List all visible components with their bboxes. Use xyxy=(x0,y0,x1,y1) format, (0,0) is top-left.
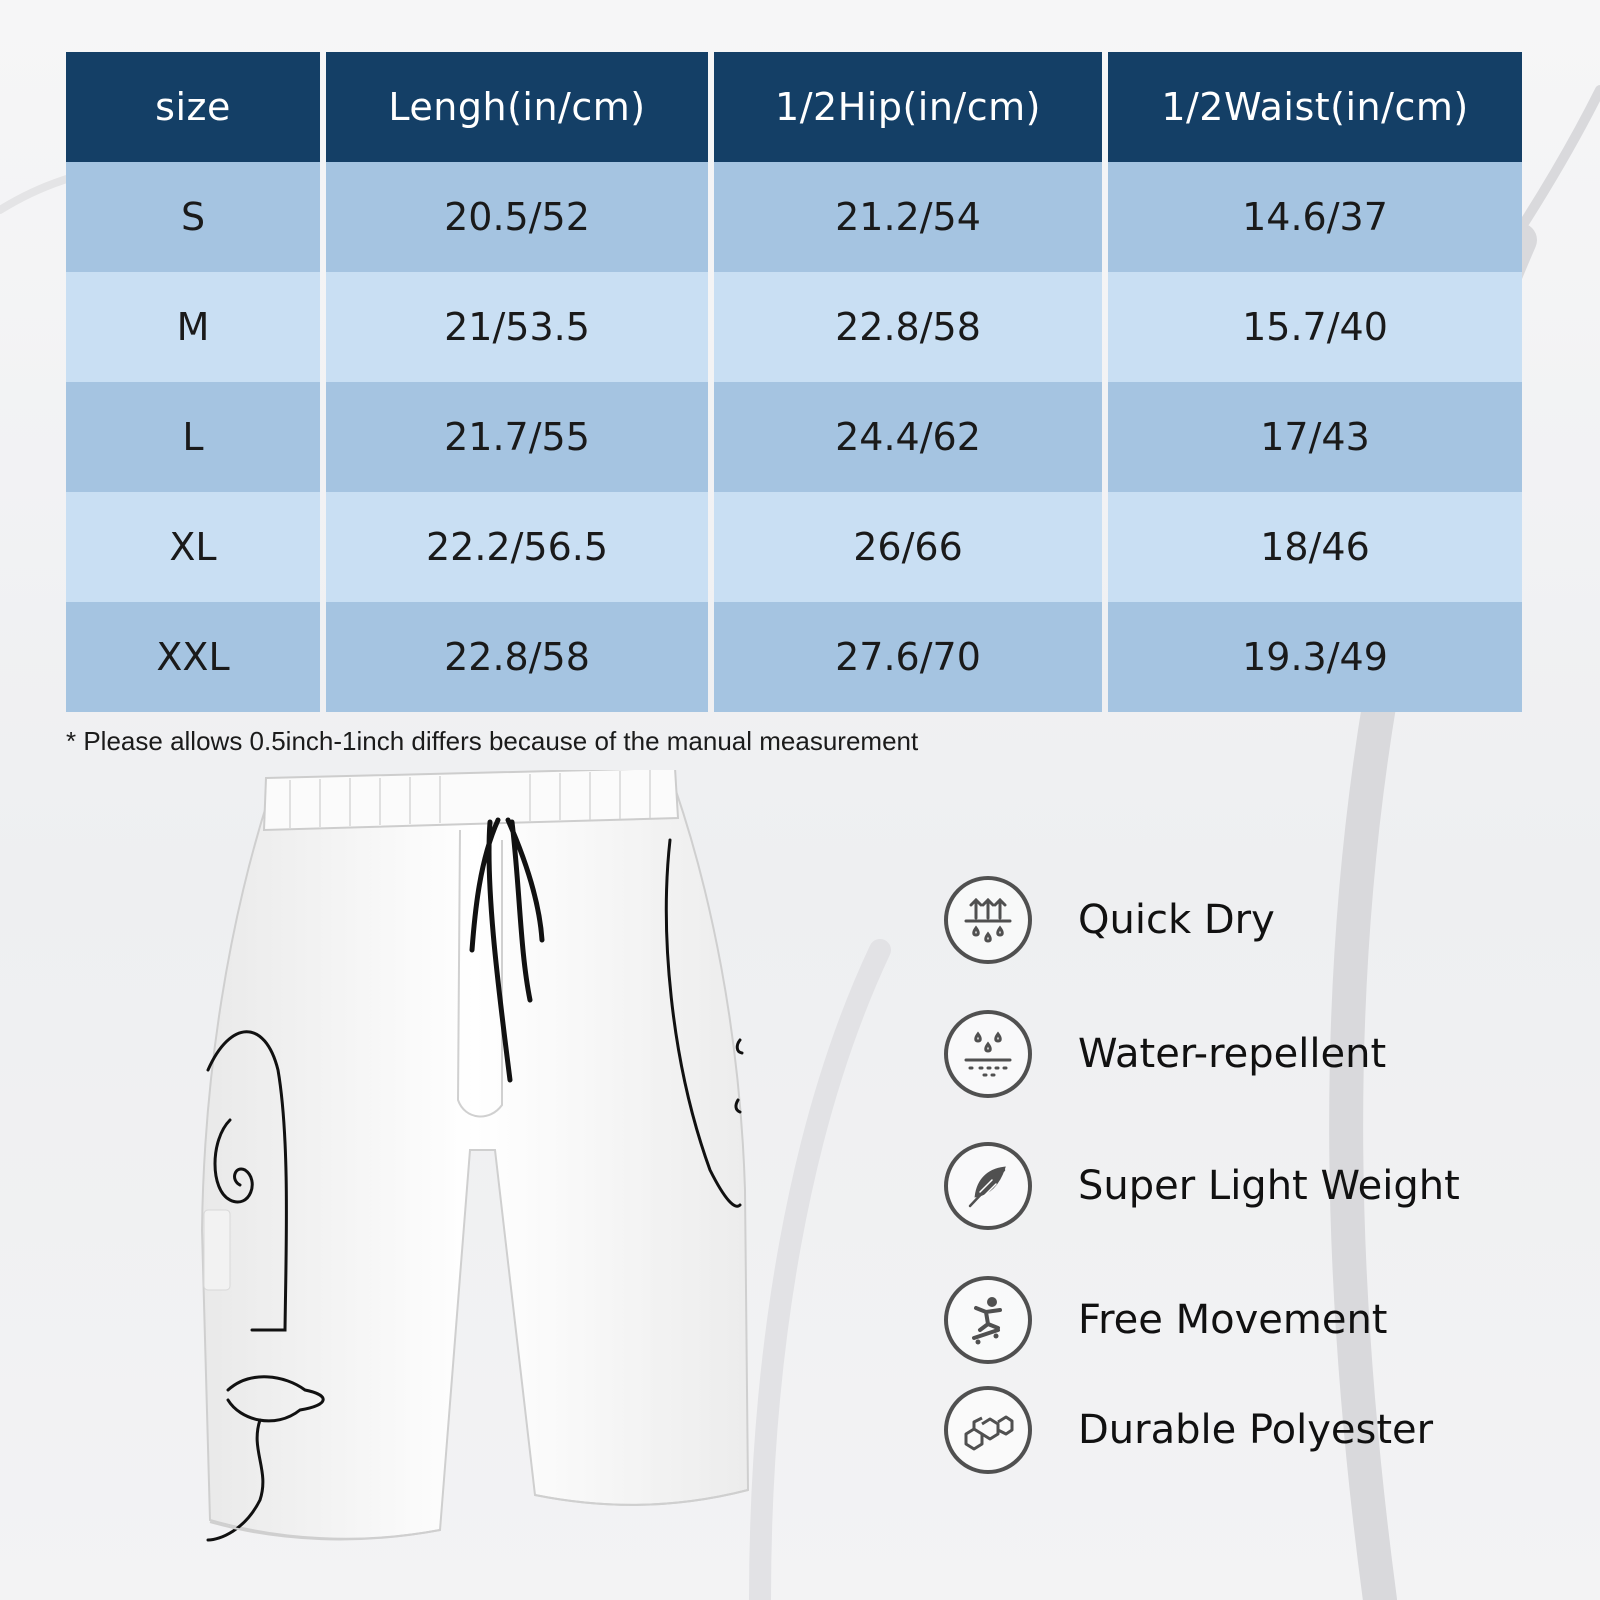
quick-dry-icon xyxy=(944,876,1032,964)
waist-cell: 15.7/40 xyxy=(1108,272,1522,382)
board-shorts-image xyxy=(190,770,780,1570)
waist-cell: 14.6/37 xyxy=(1108,162,1522,272)
size-cell: S xyxy=(66,162,320,272)
table-row xyxy=(66,492,1522,602)
table-header-row xyxy=(66,52,1522,162)
header-half-hip: 1/2Hip(in/cm) xyxy=(714,52,1102,162)
length-cell: 21.7/55 xyxy=(326,382,708,492)
header-half-waist: 1/2Waist(in/cm) xyxy=(1108,52,1522,162)
length-cell: 20.5/52 xyxy=(326,162,708,272)
length-cell: 21/53.5 xyxy=(326,272,708,382)
hip-cell: 27.6/70 xyxy=(714,602,1102,712)
feature-light-weight xyxy=(944,1138,1544,1234)
feather-icon xyxy=(944,1142,1032,1230)
feature-label: Quick Dry xyxy=(1078,897,1275,943)
waist-cell: 18/46 xyxy=(1108,492,1522,602)
feature-quick-dry xyxy=(944,872,1544,968)
feature-label: Water-repellent xyxy=(1078,1031,1387,1077)
measurement-note: * Please allows 0.5inch-1inch differs because of the manual measurement xyxy=(66,726,919,756)
header-size: size xyxy=(66,52,320,162)
waist-cell: 17/43 xyxy=(1108,382,1522,492)
hip-cell: 22.8/58 xyxy=(714,272,1102,382)
table-row xyxy=(66,382,1522,492)
hexagon-molecule-icon xyxy=(944,1386,1032,1474)
hip-cell: 21.2/54 xyxy=(714,162,1102,272)
skateboarder-icon xyxy=(944,1276,1032,1364)
feature-label: Free Movement xyxy=(1078,1297,1388,1343)
size-cell: XXL xyxy=(66,602,320,712)
feature-free-movement xyxy=(944,1272,1544,1368)
hip-cell: 24.4/62 xyxy=(714,382,1102,492)
table-row xyxy=(66,162,1522,272)
waist-cell: 19.3/49 xyxy=(1108,602,1522,712)
header-length: Lengh(in/cm) xyxy=(326,52,708,162)
length-cell: 22.2/56.5 xyxy=(326,492,708,602)
feature-label: Super Light Weight xyxy=(1078,1163,1460,1209)
size-cell: XL xyxy=(66,492,320,602)
size-cell: L xyxy=(66,382,320,492)
length-cell: 22.8/58 xyxy=(326,602,708,712)
size-cell: M xyxy=(66,272,320,382)
size-chart-table xyxy=(60,52,1528,712)
feature-durable-polyester xyxy=(944,1382,1544,1478)
table-row xyxy=(66,272,1522,382)
water-repellent-icon xyxy=(944,1010,1032,1098)
feature-water-repellent xyxy=(944,1006,1544,1102)
table-row xyxy=(66,602,1522,712)
hip-cell: 26/66 xyxy=(714,492,1102,602)
feature-label: Durable Polyester xyxy=(1078,1407,1434,1453)
